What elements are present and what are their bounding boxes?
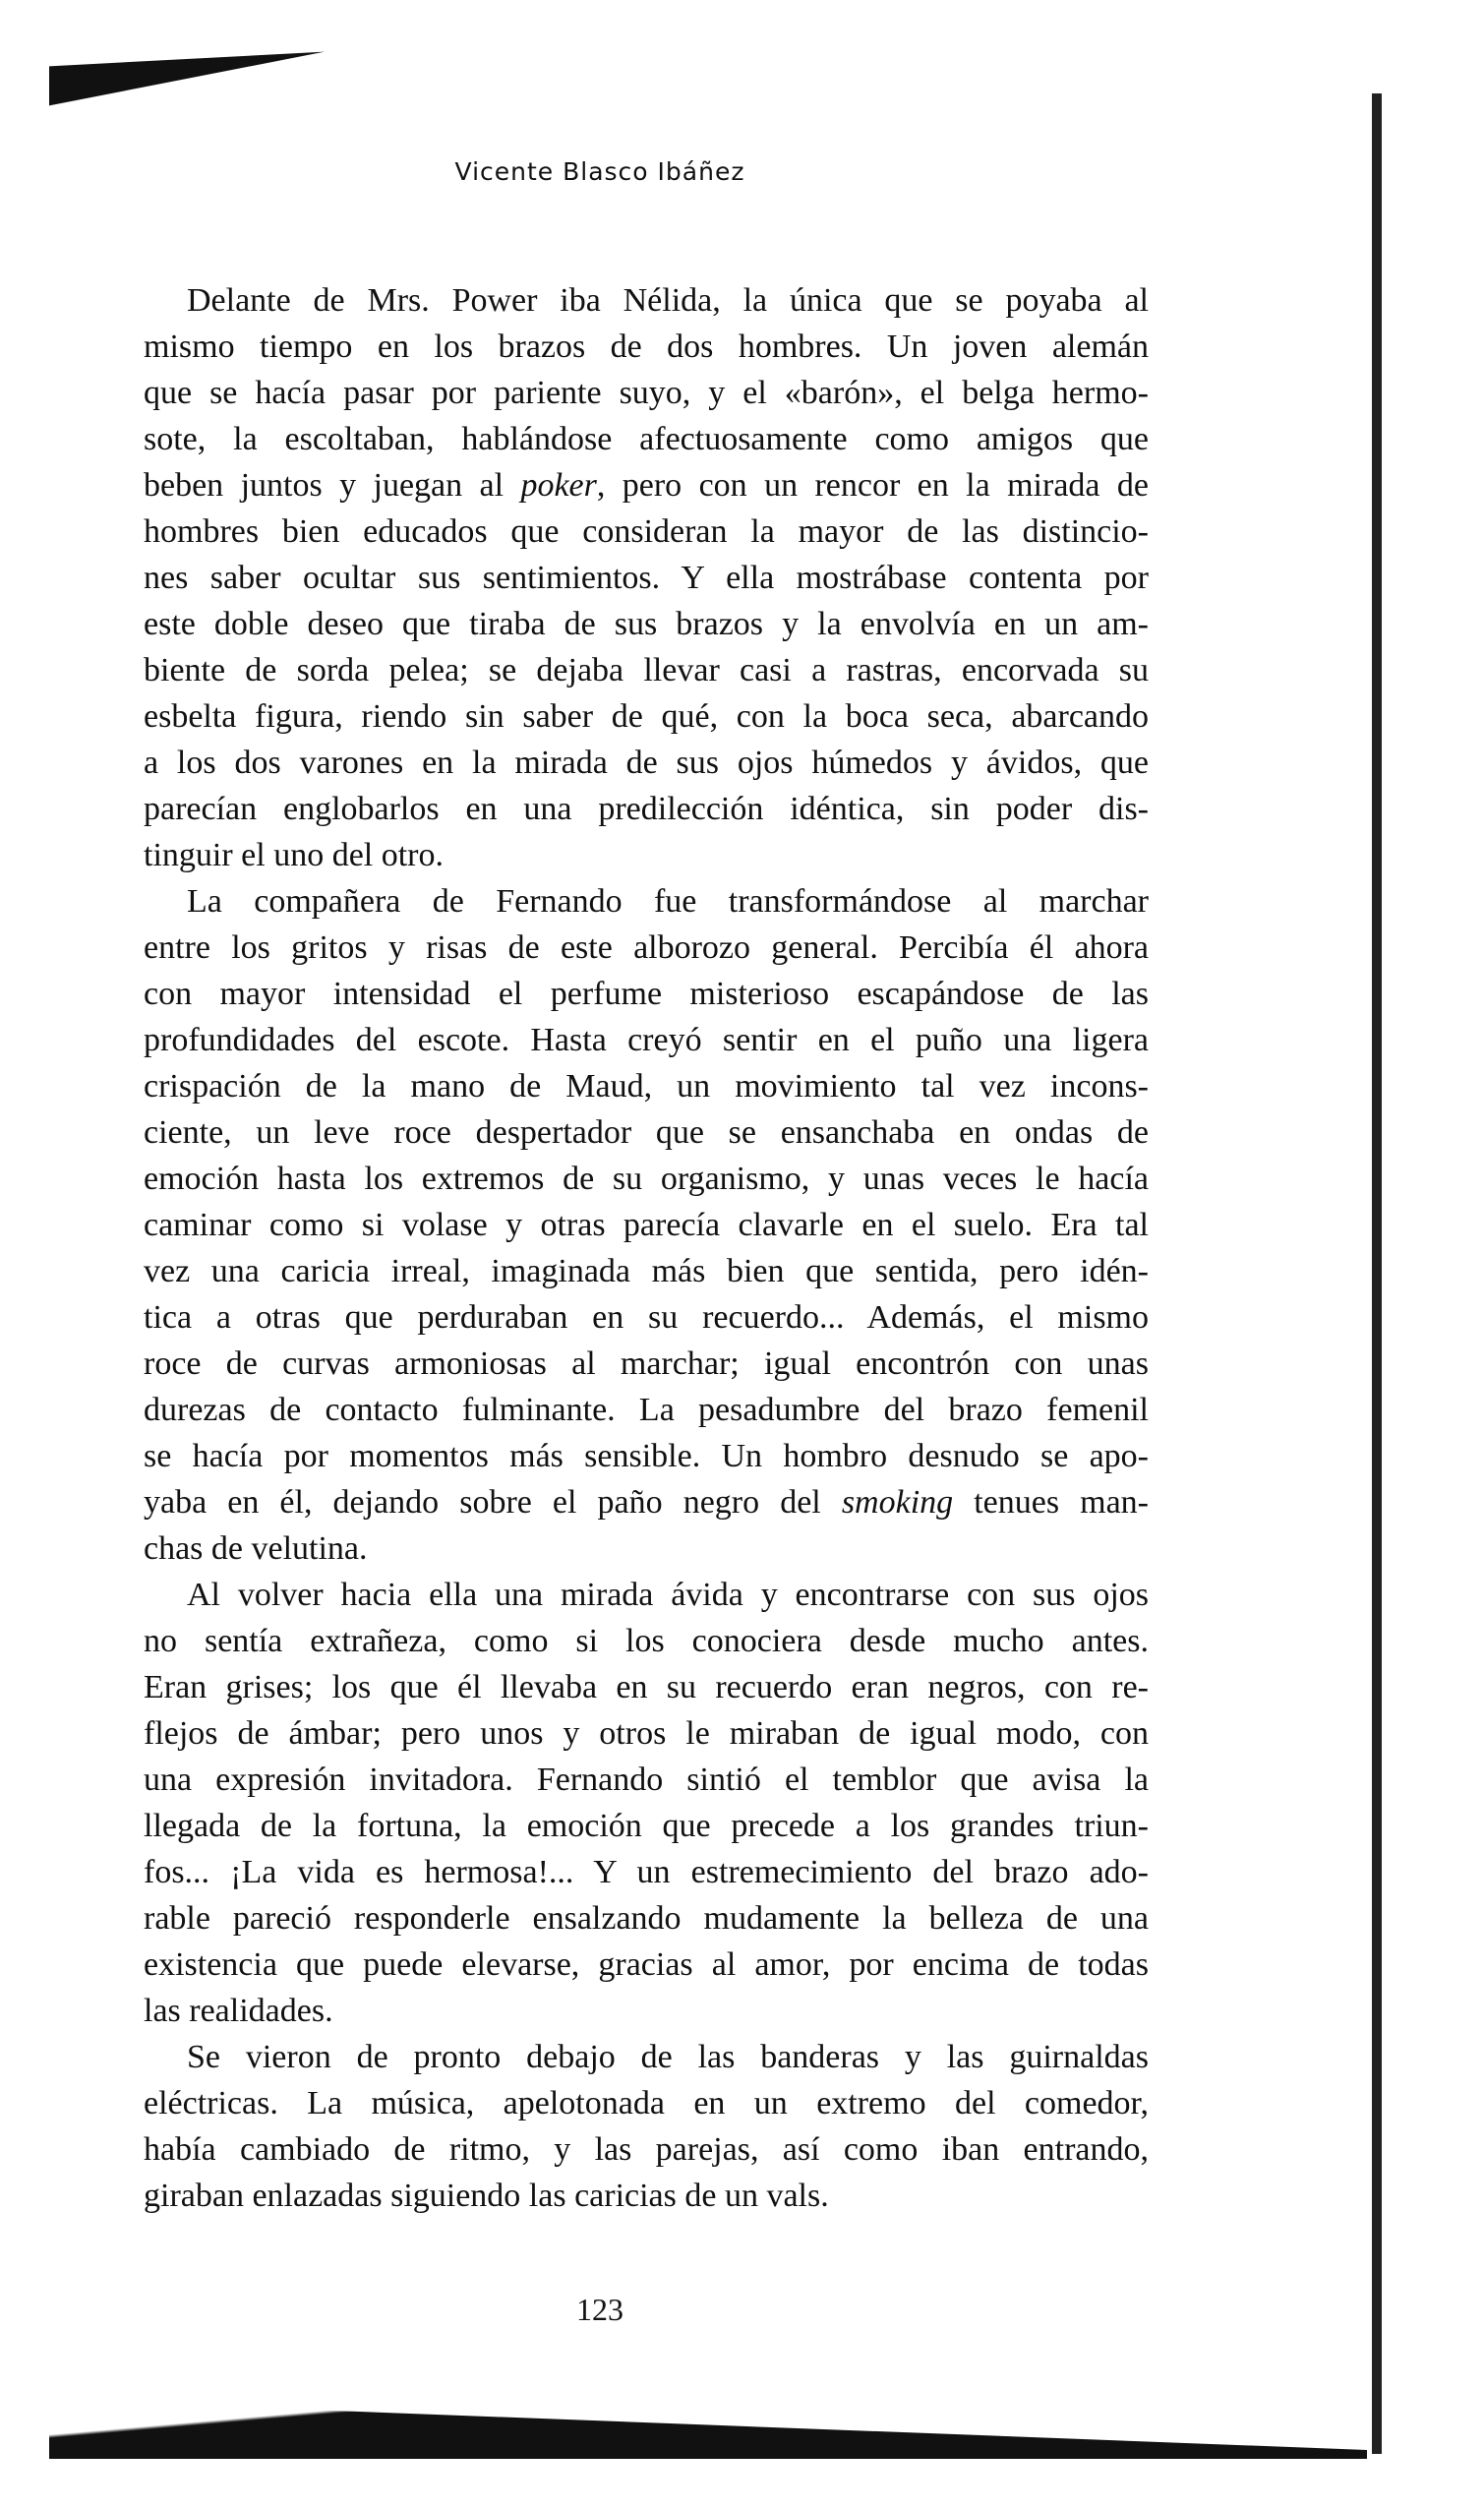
text-line <box>144 1109 1149 1156</box>
text-segment: había cambiado de ritmo, y las parejas, así como iban entrando, <box>144 2131 1149 2168</box>
text-segment: se hacía por momentos más sensible. Un hombro desnudo se apo- <box>144 1438 1149 1474</box>
text-segment: existencia que puede elevarse, gracias al amor, por encima de todas <box>144 1946 1149 1983</box>
text-line <box>144 1294 1149 1341</box>
text-segment: eléctricas. La música, apelotonada en un extremo del comedor, <box>144 2085 1149 2121</box>
text-line <box>144 1479 1149 1525</box>
text-segment: Se vieron de pronto debajo de las banderas y las guirnaldas <box>187 2039 1149 2075</box>
text-line <box>144 925 1149 971</box>
text-line <box>144 1248 1149 1294</box>
text-line <box>144 1433 1149 1479</box>
text-segment: rable pareció responderle ensalzando mudamente la belleza de una <box>144 1900 1149 1937</box>
text-segment: mismo tiempo en los brazos de dos hombres. Un joven alemán <box>144 329 1149 365</box>
text-line <box>144 2126 1149 2173</box>
text-line <box>144 1803 1149 1849</box>
text-segment: las realidades. <box>144 1993 333 2029</box>
text-line <box>144 462 1149 508</box>
text-line <box>144 1941 1149 1988</box>
text-line <box>144 1202 1149 1248</box>
text-line <box>144 1017 1149 1063</box>
text-line <box>144 1572 1149 1618</box>
text-line <box>144 1156 1149 1202</box>
text-line <box>144 2173 1149 2219</box>
text-segment: tinguir el uno del otro. <box>144 837 445 873</box>
text-line <box>144 601 1149 647</box>
text-segment: a los dos varones en la mirada de sus ojos húmedos y ávidos, que <box>144 745 1149 781</box>
text-segment: tica a otras que perduraban en su recuerdo... Además, el mismo <box>144 1299 1149 1336</box>
text-segment: Al volver hacia ella una mirada ávida y encontrarse con sus ojos <box>187 1577 1149 1613</box>
text-segment: durezas de contacto fulminante. La pesadumbre del brazo femenil <box>144 1392 1149 1428</box>
text-segment: profundidades del escote. Hasta creyó sentir en el puño una ligera <box>144 1022 1149 1058</box>
text-segment: crispación de la mano de Maud, un movimiento tal vez incons- <box>144 1068 1149 1105</box>
text-line <box>144 416 1149 462</box>
text-segment: parecían englobarlos en una predilección idéntica, sin poder dis- <box>144 791 1149 827</box>
italic-term: poker <box>520 467 597 504</box>
text-segment: biente de sorda pelea; se dejaba llevar casi a rastras, encorvada su <box>144 652 1149 688</box>
text-segment: no sentía extrañeza, como si los conociera desde mucho antes. <box>144 1623 1149 1659</box>
text-segment: esbelta figura, riendo sin saber de qué, con la boca seca, abarcando <box>144 698 1149 735</box>
italic-term: smoking <box>841 1484 954 1521</box>
text-segment: sote, la escoltaban, hablándose afectuosamente como amigos que <box>144 421 1149 457</box>
text-segment: nes saber ocultar sus sentimientos. Y ella mostrábase contenta por <box>144 560 1149 596</box>
text-line <box>144 971 1149 1017</box>
text-segment: entre los gritos y risas de este alborozo general. Percibía él ahora <box>144 929 1149 966</box>
text-line <box>144 1525 1149 1572</box>
text-segment: giraban enlazadas siguiendo las caricias de un vals. <box>144 2178 829 2214</box>
text-line <box>144 2080 1149 2126</box>
text-segment: vez una caricia irreal, imaginada más bien que sentida, pero idén- <box>144 1253 1149 1289</box>
text-line <box>144 740 1149 786</box>
scan-shadow-top-left <box>49 52 325 106</box>
paragraph <box>144 878 1149 1572</box>
text-segment: Eran grises; los que él llevaba en su recuerdo eran negros, con re- <box>144 1669 1149 1705</box>
text-segment: beben juntos y juegan al <box>144 467 521 504</box>
text-line <box>144 555 1149 601</box>
text-segment: hombres bien educados que consideran la mayor de las distincio- <box>144 513 1149 550</box>
text-line <box>144 1849 1149 1895</box>
text-line <box>144 324 1149 370</box>
text-line <box>144 786 1149 832</box>
text-line <box>144 1341 1149 1387</box>
text-segment: yaba en él, dejando sobre el paño negro del <box>144 1484 842 1521</box>
text-segment: flejos de ámbar; pero unos y otros le miraban de igual modo, con <box>144 1715 1149 1752</box>
text-segment: roce de curvas armoniosas al marchar; igual encontrón con unas <box>144 1345 1149 1382</box>
paragraph <box>144 2034 1149 2219</box>
text-line <box>144 1895 1149 1941</box>
body-text <box>144 277 1149 2219</box>
text-segment: que se hacía pasar por pariente suyo, y el «barón», el belga hermo- <box>144 375 1149 411</box>
text-segment: fos... ¡La vida es hermosa!... Y un estremecimiento del brazo ado- <box>144 1854 1149 1890</box>
text-segment: llegada de la fortuna, la emoción que precede a los grandes triun- <box>144 1808 1149 1844</box>
text-line <box>144 2034 1149 2080</box>
text-segment: caminar como si volase y otras parecía clavarle en el suelo. Era tal <box>144 1207 1149 1243</box>
text-segment: chas de velutina. <box>144 1530 368 1567</box>
text-line <box>144 1664 1149 1710</box>
text-line <box>144 1988 1149 2034</box>
scan-shadow-bottom <box>49 2400 1367 2459</box>
text-segment: , pero con un rencor en la mirada de <box>596 467 1149 504</box>
text-segment: La compañera de Fernando fue transformándose al marchar <box>187 883 1149 920</box>
text-line <box>144 1063 1149 1109</box>
text-segment: Delante de Mrs. Power iba Nélida, la única que se poyaba al <box>187 282 1149 319</box>
paragraph <box>144 1572 1149 2034</box>
text-segment: este doble deseo que tiraba de sus brazos y la envolvía en un am- <box>144 606 1149 642</box>
text-line <box>144 277 1149 324</box>
text-segment: una expresión invitadora. Fernando sintió el temblor que avisa la <box>144 1762 1149 1798</box>
text-segment: con mayor intensidad el perfume misterioso escapándose de las <box>144 976 1149 1012</box>
text-line <box>144 878 1149 925</box>
text-line <box>144 1387 1149 1433</box>
text-line <box>144 647 1149 693</box>
running-header: Vicente Blasco Ibáñez <box>454 157 745 186</box>
text-segment: ciente, un leve roce despertador que se ensanchaba en ondas de <box>144 1114 1149 1151</box>
text-line <box>144 693 1149 740</box>
text-line <box>144 1618 1149 1664</box>
paragraph <box>144 277 1149 878</box>
text-line <box>144 1710 1149 1757</box>
text-line <box>144 508 1149 555</box>
page-number: 123 <box>576 2292 623 2327</box>
scan-edge-right <box>1372 93 1382 2454</box>
text-line <box>144 370 1149 416</box>
text-line <box>144 832 1149 878</box>
text-line <box>144 1757 1149 1803</box>
text-segment: tenues man- <box>953 1484 1150 1521</box>
text-segment: emoción hasta los extremos de su organismo, y unas veces le hacía <box>144 1161 1149 1197</box>
